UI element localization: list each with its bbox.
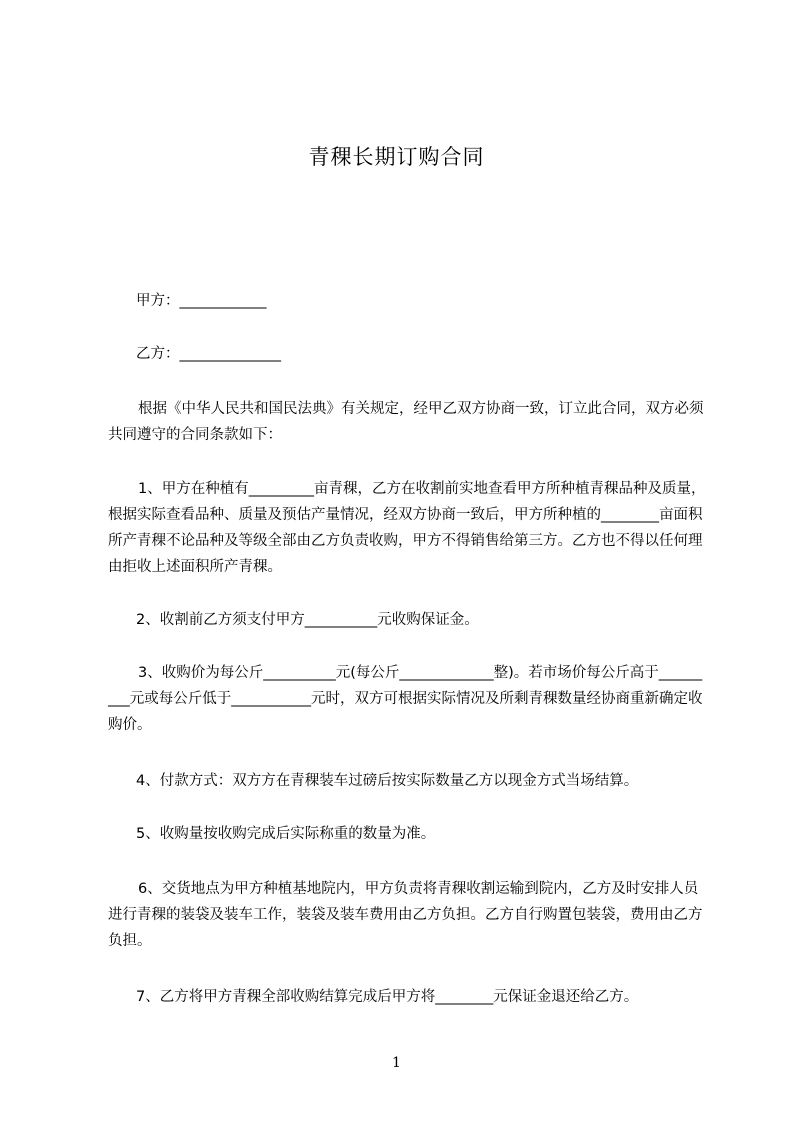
page-number: 1 bbox=[392, 1055, 401, 1071]
clause-7: 7、乙方将甲方青稞全部收购结算完成后甲方将________元保证金退还给乙方。 bbox=[136, 989, 639, 1005]
clause-1: 1、甲方在种植有_________亩青稞，乙方在收割前实地查看甲方所种植青稞品种及质量，根据实际查看品种、质量及预估产量情况，经双方协商一致后，甲方所种植的________亩面积所产青稞不论品种及等级全部由乙方负责收购，甲方不得销售给第三方。乙方也不得以任何理由拒收上述面积所产青稞。 bbox=[108, 481, 706, 575]
party-a-line: 甲方：____________ bbox=[136, 293, 267, 309]
party-b-line: 乙方：______________ bbox=[136, 346, 281, 362]
clause-2: 2、收割前乙方须支付甲方__________元收购保证金。 bbox=[136, 612, 479, 628]
preamble-paragraph: 根据《中华人民共和国民法典》有关规定，经甲乙双方协商一致，订立此合同，双方必须共同遵守的合同条款如下： bbox=[108, 401, 704, 443]
clause-3: 3、收购价为每公斤__________元(每公斤_____________整)。若市场价每公斤高于_________元或每公斤低于___________元时，双方可根据实际情况及所剩青稞数量经协商重新确定收购价。 bbox=[108, 665, 703, 733]
clause-4: 4、付款方式：双方方在青稞装车过磅后按实际数量乙方以现金方式当场结算。 bbox=[136, 773, 639, 789]
document-title: 青稞长期订购合同 bbox=[308, 145, 485, 169]
clause-5: 5、收购量按收购完成后实际称重的数量为准。 bbox=[136, 826, 436, 842]
clause-6: 6、交货地点为甲方种植基地院内，甲方负责将青稞收割运输到院内，乙方及时安排人员进行青稞的装袋及装车工作，装袋及装车费用由乙方负担。乙方自行购置包装袋，费用由乙方负担。 bbox=[108, 881, 703, 949]
